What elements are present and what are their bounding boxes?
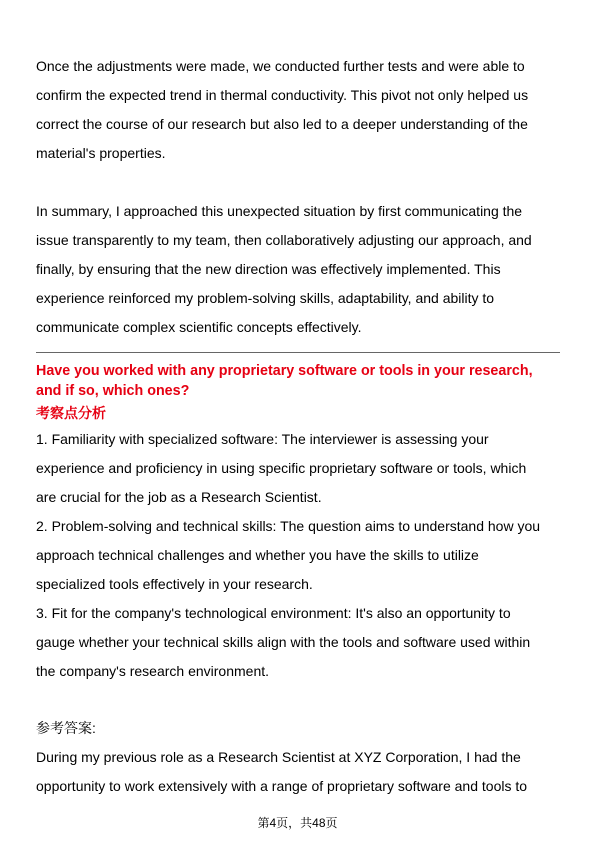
paragraph-line: Once the adjustments were made, we conducted further tests and were able to (36, 58, 525, 74)
analysis-line: gauge whether your technical skills align with the tools and software used within (36, 634, 531, 650)
reference-line: opportunity to work extensively with a range of proprietary software and tools to (36, 778, 528, 794)
section-divider (36, 352, 560, 353)
analysis-line: 1. Familiarity with specialized software: The interviewer is assessing your (36, 431, 489, 447)
analysis-line: 2. Problem-solving and technical skills: The question aims to understand how you (36, 518, 541, 534)
paragraph-line: material's properties. (36, 145, 166, 161)
paragraph-line: correct the course of our research but also led to a deeper understanding of the (36, 116, 528, 132)
analysis-line: specialized tools effectively in your research. (36, 576, 313, 592)
page-content (36, 52, 560, 801)
paragraph-spacer (36, 168, 560, 197)
analysis-title: 考察点分析 (36, 405, 106, 421)
paragraph-line: confirm the expected trend in thermal conductivity. This pivot not only helped us (36, 87, 529, 103)
summary-line: In summary, I approached this unexpected situation by first communicating the (36, 203, 523, 219)
page-number-footer: 第4页，共48页 (257, 816, 338, 830)
analysis-line: approach technical challenges and whether you have the skills to utilize (36, 547, 479, 563)
summary-line: issue transparently to my team, then collaboratively adjusting our approach, and (36, 232, 532, 248)
analysis-line: the company's research environment. (36, 663, 270, 679)
summary-line: finally, by ensuring that the new direction was effectively implemented. This (36, 261, 501, 277)
reference-line: During my previous role as a Research Scientist at XYZ Corporation, I had the (36, 749, 521, 765)
question-heading-line: Have you worked with any proprietary software or tools in your research, (36, 363, 533, 379)
analysis-line: experience and proficiency in using specific proprietary software or tools, which (36, 460, 527, 476)
summary-line: communicate complex scientific concepts effectively. (36, 319, 362, 335)
summary-line: experience reinforced my problem-solving skills, adaptability, and ability to (36, 290, 495, 306)
paragraph-spacer (36, 686, 560, 714)
analysis-line: are crucial for the job as a Research Scientist. (36, 489, 322, 505)
reference-answer-title: 参考答案: (36, 720, 96, 736)
analysis-line: 3. Fit for the company's technological environment: It's also an opportunity to (36, 605, 511, 621)
question-heading-line: and if so, which ones? (36, 383, 190, 399)
